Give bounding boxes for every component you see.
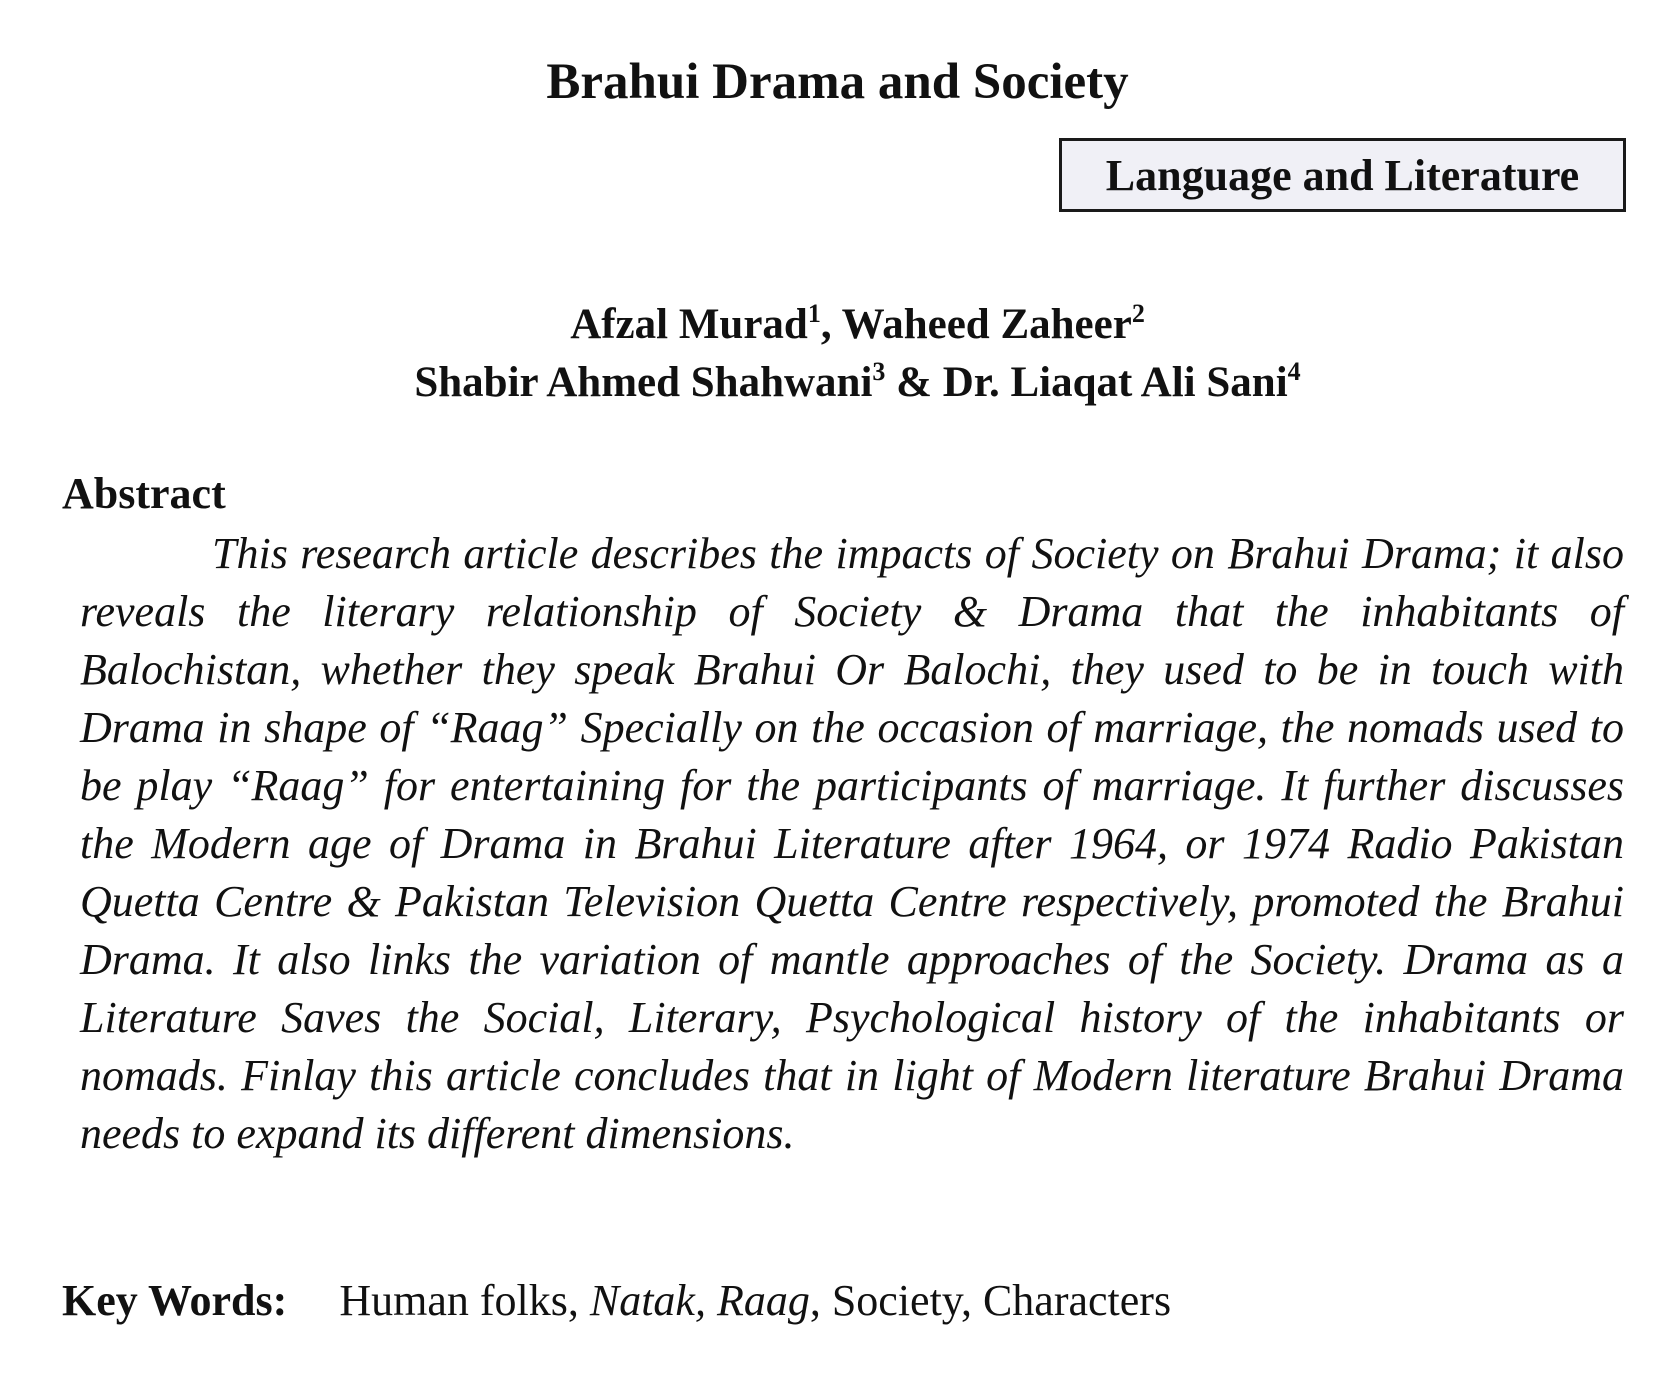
keyword: Natak, Raag	[589, 1276, 810, 1325]
author-line-2	[0, 354, 1675, 412]
paper-title: Brahui Drama and Society	[546, 54, 1129, 110]
abstract-heading: Abstract	[62, 469, 226, 518]
affiliation-number: 1	[807, 299, 821, 328]
keywords-section	[62, 1272, 1171, 1330]
author-separator: ,	[820, 301, 842, 348]
author-name: Shabir Ahmed Shahwani	[414, 359, 873, 406]
affiliation-number: 3	[872, 357, 886, 386]
author-separator: &	[885, 359, 943, 406]
category-badge	[1059, 138, 1626, 212]
keyword: Human folks	[339, 1276, 568, 1325]
author-name: Waheed Zaheer	[841, 301, 1132, 348]
keyword-separator: ,	[809, 1276, 832, 1325]
author-list	[0, 296, 1675, 412]
keyword-separator: ,	[567, 1276, 590, 1325]
affiliation-number: 2	[1131, 299, 1145, 328]
author-name: Afzal Murad	[570, 301, 808, 348]
author-line-1	[0, 296, 1675, 354]
keyword-separator: ,	[960, 1276, 983, 1325]
keywords-label: Key Words:	[62, 1276, 288, 1325]
keyword: Characters	[982, 1276, 1172, 1325]
author-name: Dr. Liaqat Ali Sani	[942, 359, 1288, 406]
keyword: Society	[831, 1276, 961, 1325]
category-label: Language and Literature	[1105, 150, 1580, 200]
affiliation-number: 4	[1287, 357, 1301, 386]
abstract-text: This research article describes the impacts of Society on Brahui Drama; it also reveals the literary relationship of Society & Drama that the inhabitants of Balochistan, whether they speak Brahui Or Balochi, they used to be in touch with Drama in shape of “Raag” Specially on the occasion of marriage, the nomads used to be play “Raag” for entertaining for the participants of marriage. It further discusses the Modern age of Drama in Brahui Literature after 1964, or 1974 Radio Pakistan Quetta Centre & Pakistan Television Quetta Centre respectively, promoted the Brahui Drama. It also links the variation of mantle approaches of the Society. Drama as a Literature Saves the Social, Literary, Psychological history of the inhabitants or nomads. Finlay this article concludes that in light of Modern literature Brahui Drama needs to expand its different dimensions.	[80, 529, 1624, 1158]
